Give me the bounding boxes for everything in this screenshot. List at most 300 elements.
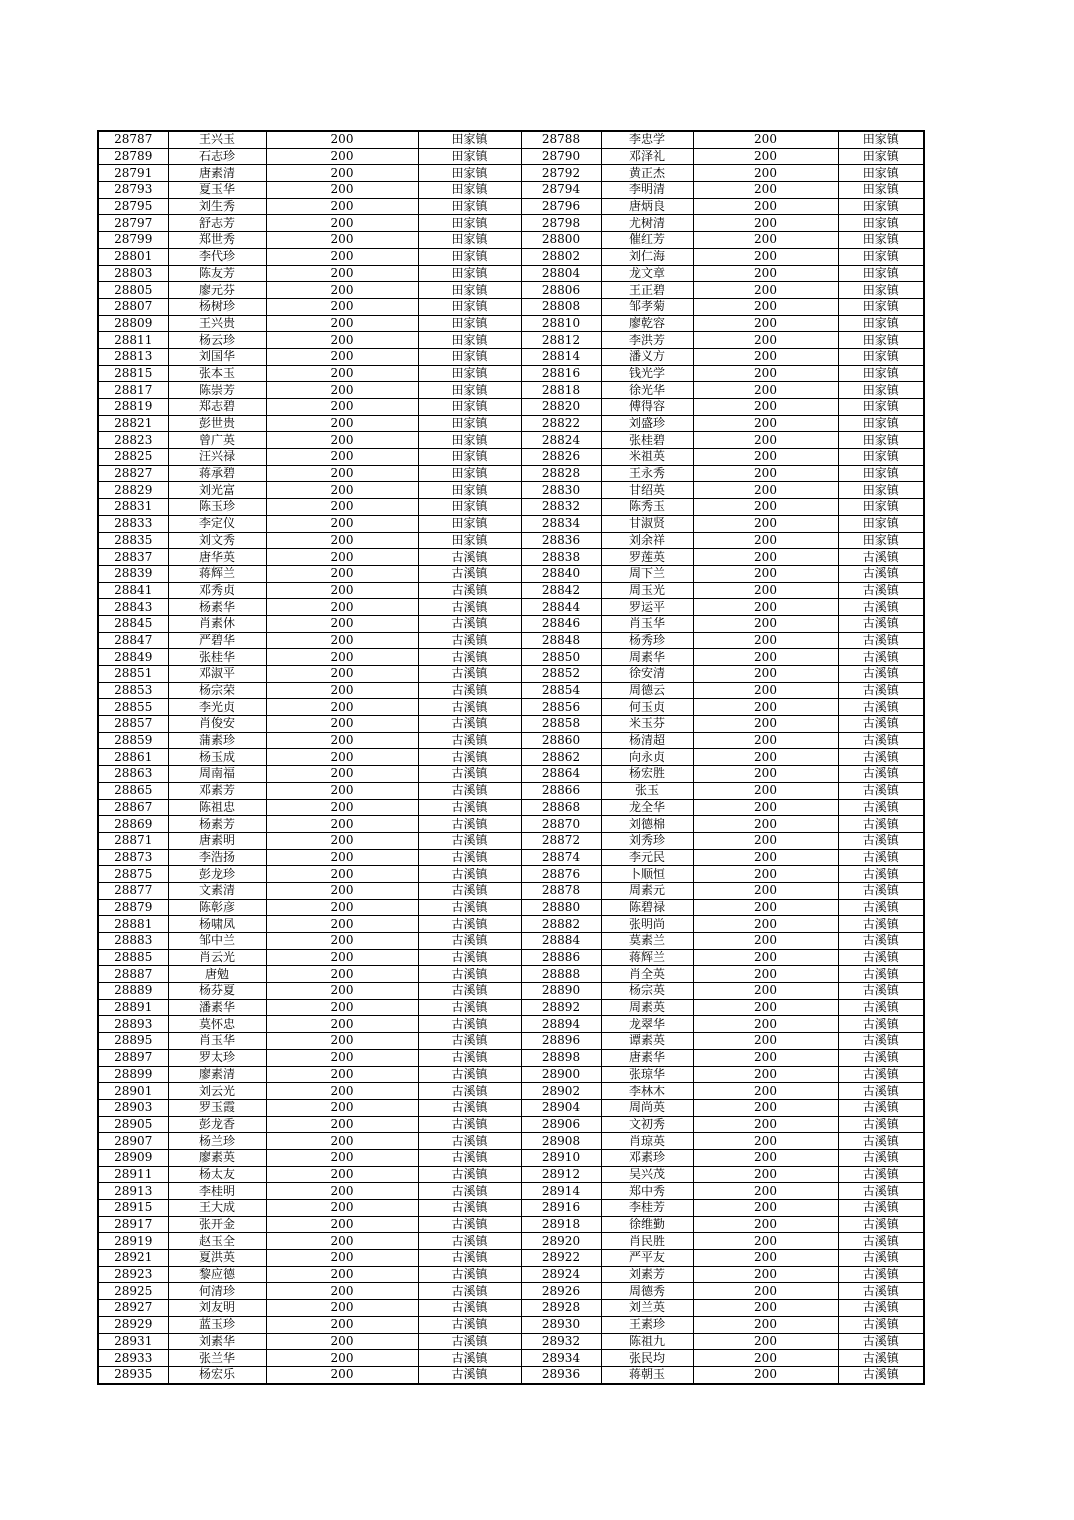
id-cell: 28869 xyxy=(98,816,168,833)
table-row xyxy=(98,332,924,349)
amount-cell: 200 xyxy=(266,215,418,232)
town-cell: 古溪镇 xyxy=(838,1033,924,1050)
id-cell: 28922 xyxy=(521,1250,601,1267)
town-cell: 古溪镇 xyxy=(418,899,521,916)
town-cell: 古溪镇 xyxy=(418,1016,521,1033)
id-cell: 28889 xyxy=(98,983,168,1000)
town-cell: 田家镇 xyxy=(418,265,521,282)
town-cell: 田家镇 xyxy=(838,332,924,349)
amount-cell: 200 xyxy=(266,1250,418,1267)
town-cell: 田家镇 xyxy=(838,298,924,315)
table-row xyxy=(98,215,924,232)
name-cell: 舒志芳 xyxy=(168,215,266,232)
town-cell: 古溪镇 xyxy=(418,1200,521,1217)
name-cell: 潘义方 xyxy=(601,348,693,365)
amount-cell: 200 xyxy=(266,1066,418,1083)
amount-cell: 200 xyxy=(693,749,838,766)
name-cell: 刘秀珍 xyxy=(601,832,693,849)
amount-cell: 200 xyxy=(693,716,838,733)
amount-cell: 200 xyxy=(693,1166,838,1183)
town-cell: 田家镇 xyxy=(838,515,924,532)
amount-cell: 200 xyxy=(693,1033,838,1050)
name-cell: 周德秀 xyxy=(601,1283,693,1300)
amount-cell: 200 xyxy=(693,1366,838,1383)
name-cell: 蒋辉兰 xyxy=(601,949,693,966)
town-cell: 古溪镇 xyxy=(838,983,924,1000)
name-cell: 夏玉华 xyxy=(168,182,266,199)
town-cell: 古溪镇 xyxy=(418,1049,521,1066)
table-row xyxy=(98,1216,924,1233)
id-cell: 28820 xyxy=(521,399,601,416)
name-cell: 刘素华 xyxy=(168,1333,266,1350)
id-cell: 28870 xyxy=(521,816,601,833)
amount-cell: 200 xyxy=(266,949,418,966)
table-row xyxy=(98,131,924,148)
amount-cell: 200 xyxy=(266,1016,418,1033)
town-cell: 古溪镇 xyxy=(838,1016,924,1033)
table-row xyxy=(98,582,924,599)
id-cell: 28861 xyxy=(98,749,168,766)
name-cell: 钱光学 xyxy=(601,365,693,382)
name-cell: 汪兴禄 xyxy=(168,449,266,466)
town-cell: 古溪镇 xyxy=(838,766,924,783)
table-row xyxy=(98,415,924,432)
amount-cell: 200 xyxy=(693,315,838,332)
amount-cell: 200 xyxy=(266,1283,418,1300)
table-row xyxy=(98,265,924,282)
id-cell: 28934 xyxy=(521,1350,601,1367)
town-cell: 古溪镇 xyxy=(838,1099,924,1116)
town-cell: 古溪镇 xyxy=(418,1250,521,1267)
amount-cell: 200 xyxy=(266,549,418,566)
town-cell: 古溪镇 xyxy=(418,582,521,599)
amount-cell: 200 xyxy=(266,899,418,916)
table-row xyxy=(98,1149,924,1166)
id-cell: 28829 xyxy=(98,482,168,499)
name-cell: 唐勉 xyxy=(168,966,266,983)
amount-cell: 200 xyxy=(266,1216,418,1233)
id-cell: 28811 xyxy=(98,332,168,349)
town-cell: 古溪镇 xyxy=(418,1233,521,1250)
town-cell: 田家镇 xyxy=(418,165,521,182)
id-cell: 28914 xyxy=(521,1183,601,1200)
table-row xyxy=(98,482,924,499)
town-cell: 古溪镇 xyxy=(838,916,924,933)
name-cell: 彭世贵 xyxy=(168,415,266,432)
name-cell: 陈崇芳 xyxy=(168,382,266,399)
town-cell: 田家镇 xyxy=(418,131,521,148)
id-cell: 28847 xyxy=(98,632,168,649)
table-row xyxy=(98,799,924,816)
table-row xyxy=(98,966,924,983)
name-cell: 李桂明 xyxy=(168,1183,266,1200)
table-row xyxy=(98,499,924,516)
name-cell: 张开金 xyxy=(168,1216,266,1233)
table-row xyxy=(98,615,924,632)
town-cell: 古溪镇 xyxy=(418,1066,521,1083)
town-cell: 田家镇 xyxy=(838,248,924,265)
name-cell: 曾广英 xyxy=(168,432,266,449)
table-row xyxy=(98,999,924,1016)
name-cell: 周素英 xyxy=(601,999,693,1016)
amount-cell: 200 xyxy=(693,198,838,215)
table-row xyxy=(98,298,924,315)
name-cell: 王永秀 xyxy=(601,465,693,482)
name-cell: 王素珍 xyxy=(601,1316,693,1333)
name-cell: 甘绍英 xyxy=(601,482,693,499)
amount-cell: 200 xyxy=(266,1183,418,1200)
town-cell: 田家镇 xyxy=(418,449,521,466)
id-cell: 28907 xyxy=(98,1133,168,1150)
id-cell: 28881 xyxy=(98,916,168,933)
amount-cell: 200 xyxy=(693,549,838,566)
amount-cell: 200 xyxy=(693,949,838,966)
name-cell: 刘文秀 xyxy=(168,532,266,549)
amount-cell: 200 xyxy=(266,382,418,399)
id-cell: 28857 xyxy=(98,716,168,733)
id-cell: 28807 xyxy=(98,298,168,315)
town-cell: 古溪镇 xyxy=(418,799,521,816)
amount-cell: 200 xyxy=(266,1083,418,1100)
town-cell: 古溪镇 xyxy=(838,866,924,883)
amount-cell: 200 xyxy=(266,1133,418,1150)
town-cell: 田家镇 xyxy=(418,399,521,416)
name-cell: 卜顺恒 xyxy=(601,866,693,883)
town-cell: 田家镇 xyxy=(838,399,924,416)
amount-cell: 200 xyxy=(266,432,418,449)
table-row xyxy=(98,1233,924,1250)
town-cell: 古溪镇 xyxy=(418,1116,521,1133)
town-cell: 田家镇 xyxy=(838,365,924,382)
id-cell: 28804 xyxy=(521,265,601,282)
name-cell: 尤树清 xyxy=(601,215,693,232)
town-cell: 古溪镇 xyxy=(418,1266,521,1283)
id-cell: 28793 xyxy=(98,182,168,199)
amount-cell: 200 xyxy=(693,148,838,165)
amount-cell: 200 xyxy=(693,1350,838,1367)
id-cell: 28835 xyxy=(98,532,168,549)
table-row xyxy=(98,565,924,582)
town-cell: 田家镇 xyxy=(418,348,521,365)
id-cell: 28817 xyxy=(98,382,168,399)
table-row xyxy=(98,432,924,449)
name-cell: 刘余祥 xyxy=(601,532,693,549)
table-row xyxy=(98,949,924,966)
amount-cell: 200 xyxy=(266,699,418,716)
id-cell: 28880 xyxy=(521,899,601,916)
town-cell: 古溪镇 xyxy=(838,966,924,983)
id-cell: 28816 xyxy=(521,365,601,382)
id-cell: 28851 xyxy=(98,666,168,683)
id-cell: 28855 xyxy=(98,699,168,716)
id-cell: 28923 xyxy=(98,1266,168,1283)
id-cell: 28905 xyxy=(98,1116,168,1133)
name-cell: 刘友明 xyxy=(168,1300,266,1317)
name-cell: 王兴贵 xyxy=(168,315,266,332)
id-cell: 28927 xyxy=(98,1300,168,1317)
table-row xyxy=(98,449,924,466)
name-cell: 龙文章 xyxy=(601,265,693,282)
name-cell: 邓素芳 xyxy=(168,782,266,799)
table-row xyxy=(98,399,924,416)
amount-cell: 200 xyxy=(266,999,418,1016)
name-cell: 廖素清 xyxy=(168,1066,266,1083)
town-cell: 田家镇 xyxy=(418,282,521,299)
town-cell: 古溪镇 xyxy=(838,615,924,632)
table-row xyxy=(98,699,924,716)
amount-cell: 200 xyxy=(693,1049,838,1066)
town-cell: 田家镇 xyxy=(838,465,924,482)
table-row xyxy=(98,1183,924,1200)
table-row xyxy=(98,1283,924,1300)
town-cell: 古溪镇 xyxy=(418,649,521,666)
amount-cell: 200 xyxy=(693,615,838,632)
town-cell: 古溪镇 xyxy=(838,632,924,649)
id-cell: 28888 xyxy=(521,966,601,983)
amount-cell: 200 xyxy=(266,632,418,649)
town-cell: 古溪镇 xyxy=(838,549,924,566)
name-cell: 李光贞 xyxy=(168,699,266,716)
amount-cell: 200 xyxy=(693,1099,838,1116)
town-cell: 古溪镇 xyxy=(418,949,521,966)
id-cell: 28928 xyxy=(521,1300,601,1317)
amount-cell: 200 xyxy=(266,816,418,833)
amount-cell: 200 xyxy=(266,1366,418,1383)
id-cell: 28836 xyxy=(521,532,601,549)
name-cell: 何玉贞 xyxy=(601,699,693,716)
amount-cell: 200 xyxy=(266,716,418,733)
name-cell: 李定仪 xyxy=(168,515,266,532)
town-cell: 古溪镇 xyxy=(838,1183,924,1200)
name-cell: 潘素华 xyxy=(168,999,266,1016)
name-cell: 周素华 xyxy=(601,649,693,666)
town-cell: 古溪镇 xyxy=(418,1183,521,1200)
amount-cell: 200 xyxy=(266,148,418,165)
amount-cell: 200 xyxy=(266,1149,418,1166)
amount-cell: 200 xyxy=(693,565,838,582)
id-cell: 28852 xyxy=(521,666,601,683)
amount-cell: 200 xyxy=(693,1200,838,1217)
table-row xyxy=(98,148,924,165)
name-cell: 周南福 xyxy=(168,766,266,783)
town-cell: 田家镇 xyxy=(418,532,521,549)
town-cell: 田家镇 xyxy=(418,432,521,449)
town-cell: 古溪镇 xyxy=(418,1316,521,1333)
town-cell: 田家镇 xyxy=(838,499,924,516)
id-cell: 28844 xyxy=(521,599,601,616)
name-cell: 唐素清 xyxy=(168,165,266,182)
id-cell: 28895 xyxy=(98,1033,168,1050)
id-cell: 28819 xyxy=(98,399,168,416)
town-cell: 田家镇 xyxy=(418,365,521,382)
name-cell: 张桂华 xyxy=(168,649,266,666)
table-row xyxy=(98,632,924,649)
amount-cell: 200 xyxy=(266,315,418,332)
amount-cell: 200 xyxy=(693,849,838,866)
amount-cell: 200 xyxy=(693,1149,838,1166)
table-row xyxy=(98,1066,924,1083)
name-cell: 刘光富 xyxy=(168,482,266,499)
id-cell: 28848 xyxy=(521,632,601,649)
name-cell: 廖素英 xyxy=(168,1149,266,1166)
amount-cell: 200 xyxy=(266,332,418,349)
name-cell: 张玉 xyxy=(601,782,693,799)
table-row xyxy=(98,1016,924,1033)
name-cell: 杨宗英 xyxy=(601,983,693,1000)
id-cell: 28897 xyxy=(98,1049,168,1066)
id-cell: 28863 xyxy=(98,766,168,783)
amount-cell: 200 xyxy=(266,1049,418,1066)
table-row xyxy=(98,315,924,332)
name-cell: 刘素芳 xyxy=(601,1266,693,1283)
id-cell: 28818 xyxy=(521,382,601,399)
town-cell: 田家镇 xyxy=(838,315,924,332)
town-cell: 古溪镇 xyxy=(838,816,924,833)
id-cell: 28867 xyxy=(98,799,168,816)
name-cell: 王兴玉 xyxy=(168,131,266,148)
id-cell: 28830 xyxy=(521,482,601,499)
name-cell: 张兰华 xyxy=(168,1350,266,1367)
amount-cell: 200 xyxy=(266,966,418,983)
table-row xyxy=(98,849,924,866)
id-cell: 28877 xyxy=(98,882,168,899)
name-cell: 邓素珍 xyxy=(601,1149,693,1166)
name-cell: 何清珍 xyxy=(168,1283,266,1300)
name-cell: 杨宏胜 xyxy=(601,766,693,783)
amount-cell: 200 xyxy=(266,1266,418,1283)
amount-cell: 200 xyxy=(266,1316,418,1333)
amount-cell: 200 xyxy=(266,565,418,582)
table-row xyxy=(98,365,924,382)
town-cell: 古溪镇 xyxy=(838,1116,924,1133)
id-cell: 28832 xyxy=(521,499,601,516)
town-cell: 古溪镇 xyxy=(418,1083,521,1100)
amount-cell: 200 xyxy=(266,615,418,632)
name-cell: 李明清 xyxy=(601,182,693,199)
name-cell: 张民均 xyxy=(601,1350,693,1367)
id-cell: 28864 xyxy=(521,766,601,783)
town-cell: 古溪镇 xyxy=(838,699,924,716)
id-cell: 28849 xyxy=(98,649,168,666)
amount-cell: 200 xyxy=(266,348,418,365)
name-cell: 肖民胜 xyxy=(601,1233,693,1250)
id-cell: 28812 xyxy=(521,332,601,349)
town-cell: 古溪镇 xyxy=(838,599,924,616)
amount-cell: 200 xyxy=(693,983,838,1000)
table-row xyxy=(98,165,924,182)
id-cell: 28929 xyxy=(98,1316,168,1333)
name-cell: 张明尚 xyxy=(601,916,693,933)
id-cell: 28931 xyxy=(98,1333,168,1350)
name-cell: 徐安清 xyxy=(601,666,693,683)
amount-cell: 200 xyxy=(266,749,418,766)
town-cell: 古溪镇 xyxy=(838,1366,924,1383)
amount-cell: 200 xyxy=(266,682,418,699)
amount-cell: 200 xyxy=(693,432,838,449)
name-cell: 周玉光 xyxy=(601,582,693,599)
id-cell: 28932 xyxy=(521,1333,601,1350)
name-cell: 李林木 xyxy=(601,1083,693,1100)
name-cell: 黄正杰 xyxy=(601,165,693,182)
amount-cell: 200 xyxy=(266,499,418,516)
amount-cell: 200 xyxy=(266,415,418,432)
amount-cell: 200 xyxy=(693,1333,838,1350)
table-row xyxy=(98,666,924,683)
id-cell: 28858 xyxy=(521,716,601,733)
id-cell: 28883 xyxy=(98,933,168,950)
id-cell: 28791 xyxy=(98,165,168,182)
name-cell: 赵玉全 xyxy=(168,1233,266,1250)
id-cell: 28805 xyxy=(98,282,168,299)
id-cell: 28856 xyxy=(521,699,601,716)
amount-cell: 200 xyxy=(266,1099,418,1116)
name-cell: 杨兰珍 xyxy=(168,1133,266,1150)
name-cell: 罗运平 xyxy=(601,599,693,616)
amount-cell: 200 xyxy=(693,1300,838,1317)
name-cell: 陈彰彦 xyxy=(168,899,266,916)
amount-cell: 200 xyxy=(266,232,418,249)
id-cell: 28846 xyxy=(521,615,601,632)
table-row xyxy=(98,282,924,299)
name-cell: 蒋承碧 xyxy=(168,465,266,482)
amount-cell: 200 xyxy=(266,449,418,466)
amount-cell: 200 xyxy=(266,182,418,199)
town-cell: 古溪镇 xyxy=(418,549,521,566)
amount-cell: 200 xyxy=(266,365,418,382)
name-cell: 唐炳良 xyxy=(601,198,693,215)
name-cell: 唐华英 xyxy=(168,549,266,566)
name-cell: 肖素休 xyxy=(168,615,266,632)
amount-cell: 200 xyxy=(266,1200,418,1217)
amount-cell: 200 xyxy=(266,832,418,849)
name-cell: 李桂芳 xyxy=(601,1200,693,1217)
id-cell: 28840 xyxy=(521,565,601,582)
amount-cell: 200 xyxy=(693,532,838,549)
town-cell: 古溪镇 xyxy=(838,933,924,950)
id-cell: 28838 xyxy=(521,549,601,566)
name-cell: 龙全华 xyxy=(601,799,693,816)
name-cell: 廖乾容 xyxy=(601,315,693,332)
town-cell: 古溪镇 xyxy=(838,1316,924,1333)
town-cell: 古溪镇 xyxy=(418,782,521,799)
id-cell: 28894 xyxy=(521,1016,601,1033)
amount-cell: 200 xyxy=(266,766,418,783)
table-row xyxy=(98,348,924,365)
id-cell: 28906 xyxy=(521,1116,601,1133)
id-cell: 28841 xyxy=(98,582,168,599)
town-cell: 古溪镇 xyxy=(838,565,924,582)
town-cell: 古溪镇 xyxy=(418,1133,521,1150)
town-cell: 田家镇 xyxy=(838,415,924,432)
table-row xyxy=(98,882,924,899)
id-cell: 28926 xyxy=(521,1283,601,1300)
name-cell: 邓淑平 xyxy=(168,666,266,683)
id-cell: 28788 xyxy=(521,131,601,148)
town-cell: 田家镇 xyxy=(838,165,924,182)
name-cell: 刘云光 xyxy=(168,1083,266,1100)
amount-cell: 200 xyxy=(266,1333,418,1350)
name-cell: 杨宗荣 xyxy=(168,682,266,699)
amount-cell: 200 xyxy=(693,832,838,849)
town-cell: 田家镇 xyxy=(418,332,521,349)
name-cell: 陈祖忠 xyxy=(168,799,266,816)
name-cell: 陈秀玉 xyxy=(601,499,693,516)
table-row xyxy=(98,1200,924,1217)
name-cell: 龙翠华 xyxy=(601,1016,693,1033)
amount-cell: 200 xyxy=(693,682,838,699)
name-cell: 傅得容 xyxy=(601,399,693,416)
amount-cell: 200 xyxy=(693,1316,838,1333)
